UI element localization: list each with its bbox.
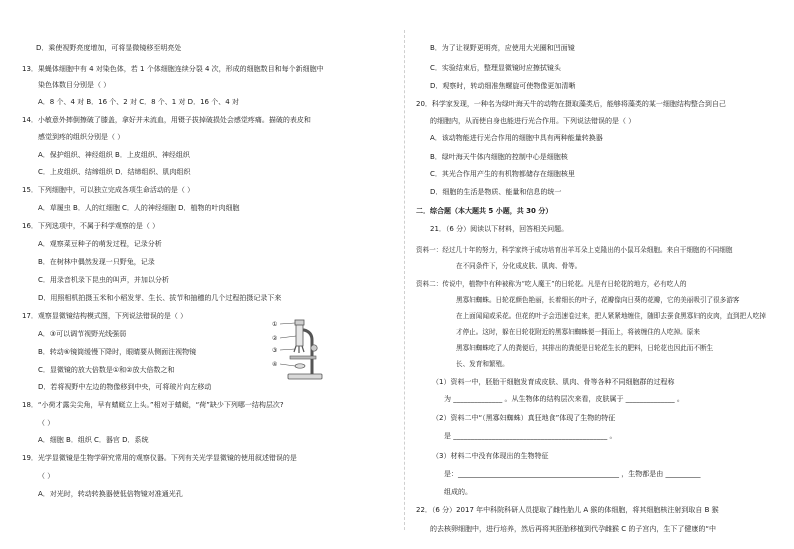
- right-line: 是：______________________________________________ ，生物都是由 __________: [444, 470, 701, 478]
- right-line: 是 ____________________________________________ 。: [444, 432, 617, 440]
- left-line: 感觉到疼的组织分别是（ ）: [38, 133, 125, 141]
- right-line: 的细胞内，从而使自身也能进行光合作用。下列说法错误的是（ ）: [430, 117, 636, 125]
- right-line: 为 ______________ 。从生物体的结构层次来看，皮肤属于 ______________ 。: [444, 395, 684, 403]
- right-line: 黑寡妇蜘蛛吃了人的粪便后，其排出的粪便是日轮花生长的肥料，日轮花也因此而不断生: [456, 344, 714, 352]
- column-divider: [404, 30, 405, 530]
- right-line: A．该动物能进行光合作用的细胞中具有两种能量转换器: [430, 134, 603, 142]
- right-line: D．细胞的生活是物质、能量和信息的统一: [430, 188, 562, 196]
- left-line: 13．果蝇体细胞中有 4 对染色体，若 1 个体细胞连续分裂 4 次，形成的细胞数目和每个新细胞中: [22, 65, 324, 73]
- left-line: 19．光学显微镜是生物学研究常用的观察仪器。下列有关光学显微镜的使用叙述错误的是: [22, 454, 297, 462]
- left-line: A．细胞 B．组织 C．器官 D．系统: [38, 436, 149, 444]
- left-line: B．转动⑥镜筒缓慢下降时，眼睛要从侧面注视物镜: [38, 348, 197, 356]
- left-line: 14．小敏意外摔倒擦破了膝盖，拿好并未流血，用镊子拔掉破损处会感觉疼痛。描破的表皮和: [22, 116, 311, 124]
- figure-label-4: ④: [272, 361, 278, 368]
- right-line: 20．科学家发现，一种名为绿叶海天牛的动物在摄取藻类后，能够将藻类的某一细胞结构整合到自己: [416, 100, 726, 108]
- right-line: 在不同条件下，分化成皮肤、肌肉、骨等。: [456, 262, 582, 270]
- right-line: 黑寡妇蜘蛛。日轮花颜色艳丽，长着细长的叶子，花瓣像向日葵的花瓣，它的美丽吸引了很多游客: [456, 296, 740, 304]
- left-line: C．显微镜的放大倍数是①和②放大倍数之和: [38, 366, 175, 374]
- right-line: B．绿叶海天牛体内细胞的控制中心是细胞核: [430, 153, 568, 161]
- left-line: 15．下列细胞中，可以独立完成各项生命活动的是（ ）: [22, 186, 195, 194]
- left-line: （ ）: [38, 419, 55, 427]
- right-line: （1）资料一中，胚胎干细胞发育成皮肤、肌肉、骨等各种不同细胞群的过程称: [432, 378, 675, 386]
- right-line: 资料二：传说中，植物中有种被称为“吃人魔王”的日轮花。凡是有日轮花的地方，必有吃人的: [416, 280, 687, 288]
- left-line: A．草履虫 B．人的红细胞 C．人的神经细胞 D．植物的叶肉细胞: [38, 204, 240, 212]
- microscope-icon: [268, 318, 326, 382]
- left-line: C．上皮组织、结缔组织 D．结缔组织、肌肉组织: [38, 168, 191, 176]
- left-line: 18．“小荷才露尖尖角，早有蜻蜓立上头。”相对于蜻蜓，“荷”缺少下列哪一结构层次?: [22, 401, 284, 409]
- figure-label-2: ②: [272, 335, 278, 342]
- right-line: （3）材料二中没有体现出的生物特征: [432, 452, 549, 460]
- left-line: 17．观察显微镜结构模式图，下列说法错误的是（ ）: [22, 312, 188, 320]
- right-line: 二．综合题（本大题共 5 小题，共 30 分）: [416, 207, 553, 215]
- left-line: A．8 个、4 对 B．16 个、2 对 C．8 个、1 对 D．16 个、4 对: [38, 98, 239, 106]
- left-line: 16．下列选项中，不属于科学观察的是（ ）: [22, 222, 160, 230]
- left-line: 染色体数目分别是（ ）: [38, 81, 111, 89]
- right-line: B．为了让视野更明亮，应使用大光圈和凹面镜: [430, 44, 575, 52]
- right-line: 才停止。这时，躲在日轮花附近的黑寡妇蜘蛛便一拥而上，将被缠住的人吃掉。原来: [456, 328, 700, 336]
- right-line: 21．（6 分）阅读以下材料，回答相关问题。: [430, 225, 569, 233]
- left-line: A．对光时，转动转换器使低倍物镜对准通光孔: [38, 490, 183, 498]
- right-line: 组成的。: [444, 488, 472, 496]
- right-line: C．实验结束后，整理显微镜时应擦拭镜头: [430, 64, 561, 72]
- left-line: （ ）: [38, 472, 55, 480]
- right-line: （2）资料二中“（黑寡妇蜘蛛）真狂地食”体现了生物的特征: [432, 414, 616, 422]
- right-line: 长、发育和繁殖。: [456, 360, 509, 368]
- left-line: C．用录音机录下昆虫的叫声，并加以分析: [38, 276, 169, 284]
- right-line: 资料一：经过几十年的努力，科学家终于成功培育出羊耳朵上克隆出的小鼠耳朵细胞。来自干细胞的不同细胞: [416, 246, 733, 254]
- left-line: D．用照相机拍摄玉米和小稻发芽、生长、拔节和抽穗的几个过程拍摄记录下来: [38, 294, 282, 302]
- left-line: A．保护组织、神经组织 B．上皮组织、神经组织: [38, 151, 190, 159]
- figure-label-1: ①: [272, 321, 278, 328]
- figure-label-3: ③: [272, 347, 278, 354]
- right-line: C．其光合作用产生的有机物都储存在细胞核里: [430, 170, 575, 178]
- left-line: D．若将视野中左边的物像移到中央，可将玻片向左移动: [38, 383, 212, 391]
- right-line: D．观察时，转动细准焦螺旋可使物像更加清晰: [430, 82, 576, 90]
- left-line: A．观察菜豆种子的萌发过程，记录分析: [38, 240, 162, 248]
- right-line: 在上面闻闻或采花。但花的叶子会迅速卷过来，把人紧紧地缠住，随即去蚕食黑寡妇的皮肉，直到把人吃掉: [456, 312, 766, 320]
- left-line: D．乘使视野亮度增加，可将显微镜移至明亮处: [36, 44, 182, 52]
- microscope-structure-diagram: [268, 318, 326, 382]
- right-line: 的去核卵细胞中，进行培养，然后再将其胚胎移植到代孕雌猴 C 的子宫内，生下了健康的“中: [430, 525, 716, 533]
- right-line: 22．（6 分）2017 年中科院科研人员提取了雌性胎儿 A 猴的体细胞，将其细胞核注射到取自 B 猴: [416, 506, 719, 514]
- left-line: A．③可以调节视野光线强弱: [38, 330, 127, 338]
- left-line: B．在树林中偶然发现一只野兔，记录: [38, 258, 155, 266]
